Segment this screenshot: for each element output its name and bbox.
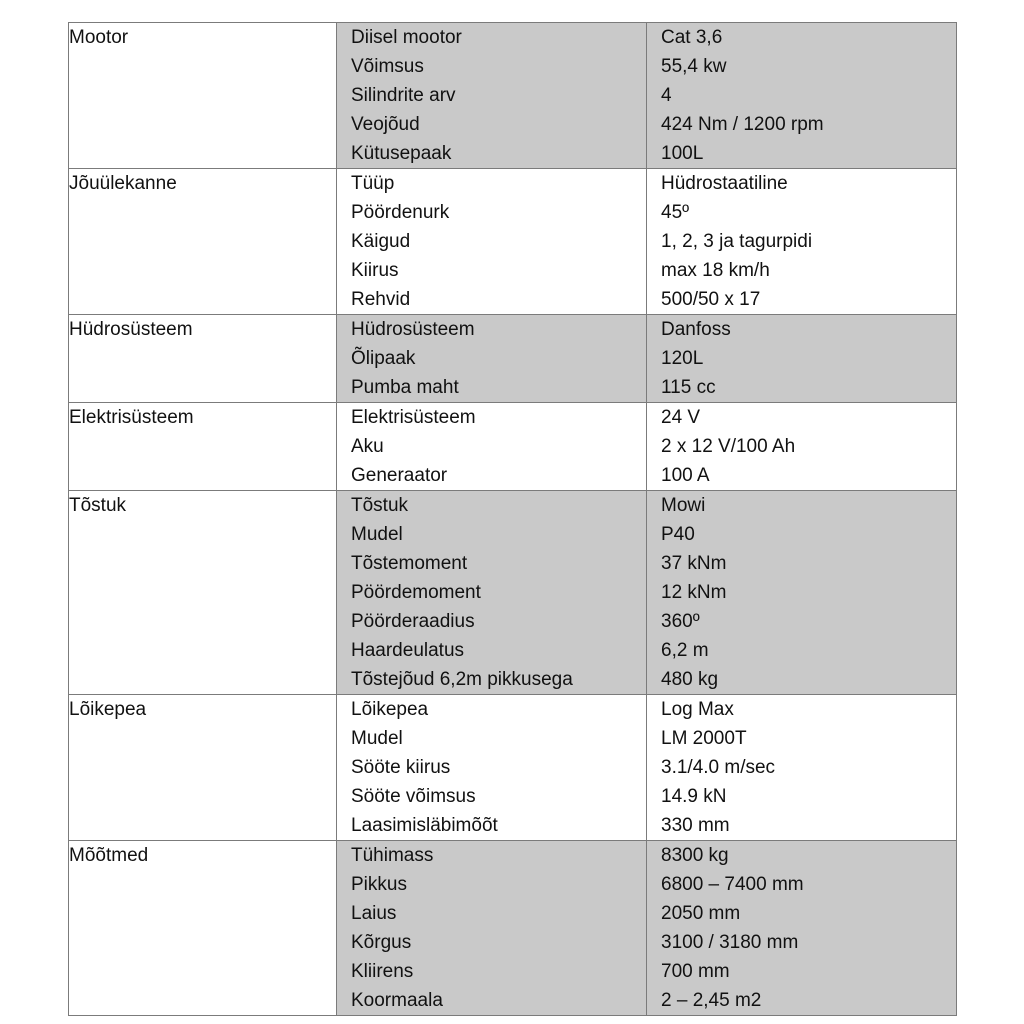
parameter-value: 2 x 12 V/100 Ah (661, 436, 796, 457)
parameter-label: Laasimisläbimõõt (351, 815, 498, 836)
parameter-value: 115 cc (661, 377, 716, 398)
parameter-label: Pikkus (351, 874, 407, 895)
parameter-value: 424 Nm / 1200 rpm (661, 114, 824, 135)
parameter-label: Kliirens (351, 961, 414, 982)
parameter-value: 480 kg (661, 669, 719, 690)
parameter-value: 330 mm (661, 815, 730, 836)
parameter-value: 14.9 kN (661, 786, 727, 807)
parameter-value: 1, 2, 3 ja tagurpidi (661, 231, 813, 252)
parameter-cell (337, 403, 647, 491)
parameter-value: Log Max (661, 699, 734, 720)
table-row (69, 169, 957, 315)
parameter-label: Koormaala (351, 990, 443, 1011)
parameter-value: 55,4 kw (661, 56, 727, 77)
parameter-value: 100L (661, 143, 704, 164)
parameter-label: Tõstuk (351, 495, 409, 516)
parameter-label: Kõrgus (351, 932, 412, 953)
parameter-value: 500/50 x 17 (661, 289, 761, 310)
parameter-value: Danfoss (661, 319, 731, 340)
parameter-label: Käigud (351, 231, 411, 252)
table-row (69, 315, 957, 403)
parameter-value: 24 V (661, 407, 701, 428)
group-name-cell: Tõstuk (69, 491, 337, 695)
parameter-label: Tõstemoment (351, 553, 468, 574)
parameter-cell (337, 841, 647, 1016)
parameter-cell (337, 23, 647, 169)
parameter-value: max 18 km/h (661, 260, 770, 281)
group-name-cell: Mõõtmed (69, 841, 337, 1016)
parameter-value: Hüdrostaatiline (661, 173, 788, 194)
parameter-value: 45º (661, 202, 690, 223)
value-cell (647, 695, 957, 841)
parameter-value: 2050 mm (661, 903, 741, 924)
parameter-label: Haardeulatus (351, 640, 465, 661)
parameter-value: 2 – 2,45 m2 (661, 990, 762, 1011)
parameter-value: 37 kNm (661, 553, 727, 574)
value-cell (647, 169, 957, 315)
parameter-label: Tühimass (351, 845, 434, 866)
parameter-label: Lõikepea (351, 699, 429, 720)
parameter-label: Sööte kiirus (351, 757, 451, 778)
parameter-label: Hüdrosüsteem (351, 319, 475, 340)
parameter-value: LM 2000T (661, 728, 747, 749)
parameter-value: 120L (661, 348, 704, 369)
parameter-value: 8300 kg (661, 845, 729, 866)
parameter-label: Õlipaak (351, 348, 416, 369)
parameter-label: Mudel (351, 524, 403, 545)
value-cell (647, 23, 957, 169)
parameter-value: 3.1/4.0 m/sec (661, 757, 776, 778)
parameter-label: Silindrite arv (351, 85, 456, 106)
parameter-cell (337, 169, 647, 315)
parameter-cell (337, 695, 647, 841)
group-name-cell: Mootor (69, 23, 337, 169)
table-row (69, 841, 957, 1016)
table-row (69, 23, 957, 169)
specifications-table-body (69, 23, 957, 1016)
group-name-cell: Lõikepea (69, 695, 337, 841)
value-cell (647, 841, 957, 1016)
parameter-label: Tõstejõud 6,2m pikkusega (351, 669, 573, 690)
table-row (69, 695, 957, 841)
parameter-value: 3100 / 3180 mm (661, 932, 799, 953)
parameter-label: Pöörderaadius (351, 611, 475, 632)
parameter-label: Rehvid (351, 289, 411, 310)
specifications-table (68, 22, 957, 1016)
parameter-label: Mudel (351, 728, 403, 749)
parameter-label: Sööte võimsus (351, 786, 476, 807)
parameter-label: Tüüp (351, 173, 395, 194)
parameter-label: Elektrisüsteem (351, 407, 476, 428)
parameter-value: Mowi (661, 495, 706, 516)
parameter-label: Pumba maht (351, 377, 459, 398)
parameter-label: Veojõud (351, 114, 420, 135)
parameter-label: Võimsus (351, 56, 424, 77)
parameter-label: Laius (351, 903, 397, 924)
parameter-value: 6,2 m (661, 640, 709, 661)
parameter-label: Pöördenurk (351, 202, 450, 223)
parameter-label: Pöördemoment (351, 582, 481, 603)
table-row (69, 403, 957, 491)
parameter-value: Cat 3,6 (661, 27, 723, 48)
group-name-cell: Hüdrosüsteem (69, 315, 337, 403)
parameter-label: Kütusepaak (351, 143, 452, 164)
value-cell (647, 403, 957, 491)
parameter-value: P40 (661, 524, 695, 545)
parameter-value: 360º (661, 611, 700, 632)
parameter-label: Kiirus (351, 260, 399, 281)
parameter-value: 4 (661, 85, 672, 106)
parameter-cell (337, 491, 647, 695)
parameter-label: Generaator (351, 465, 448, 486)
parameter-cell (337, 315, 647, 403)
parameter-value: 6800 – 7400 mm (661, 874, 804, 895)
value-cell (647, 491, 957, 695)
parameter-label: Diisel mootor (351, 27, 462, 48)
group-name-cell: Elektrisüsteem (69, 403, 337, 491)
parameter-label: Aku (351, 436, 384, 457)
parameter-value: 12 kNm (661, 582, 727, 603)
value-cell (647, 315, 957, 403)
group-name-cell: Jõuülekanne (69, 169, 337, 315)
parameter-value: 700 mm (661, 961, 730, 982)
table-row (69, 491, 957, 695)
parameter-value: 100 A (661, 465, 710, 486)
